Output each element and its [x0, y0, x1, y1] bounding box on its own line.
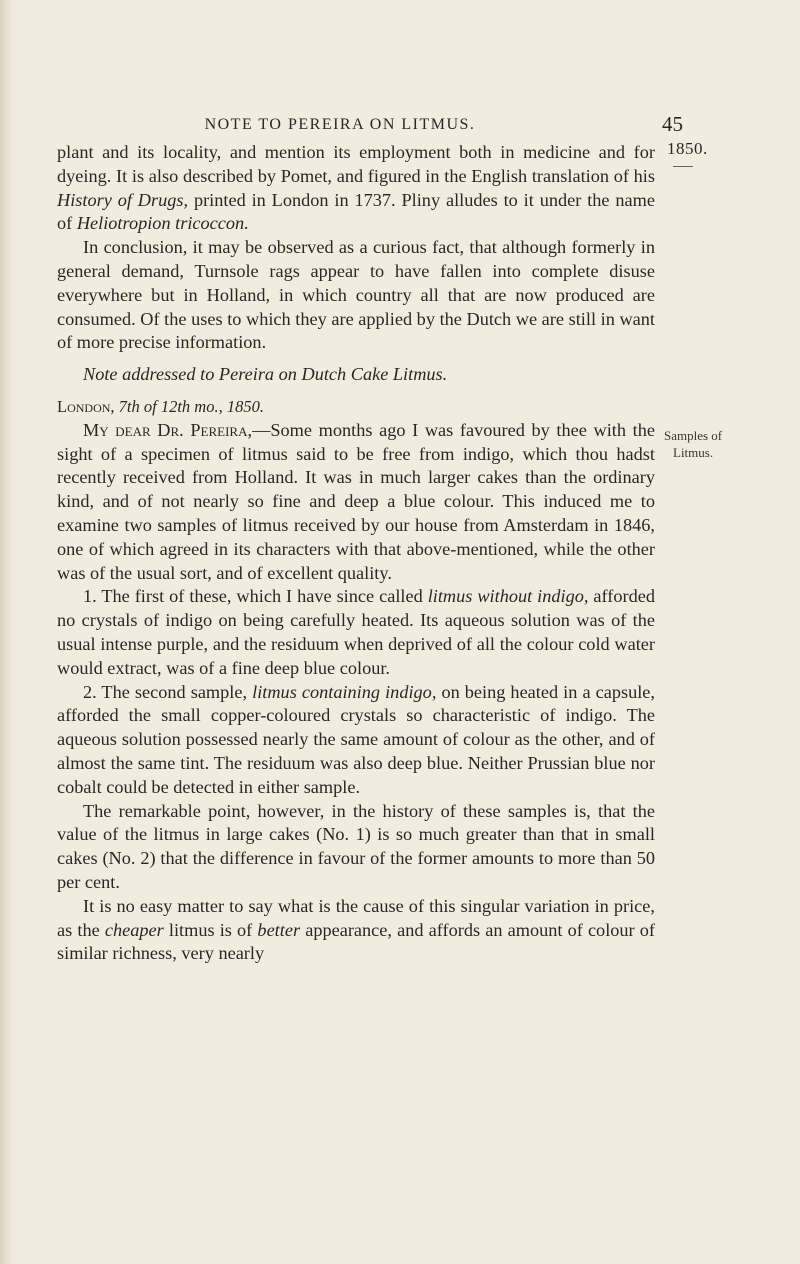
page-number: 45 — [662, 112, 683, 136]
margin-year: 1850. — [667, 139, 708, 158]
page-binding-edge — [0, 0, 14, 1264]
margin-note-samples — [664, 427, 794, 461]
text-run: appearance, and affords an amount of colour of similar richness, very nearly — [57, 919, 656, 964]
text-run: litmus is of — [163, 919, 258, 940]
spacer — [57, 387, 655, 395]
paragraph-2: In conclusion, it may be observed as a curious fact, that although formerly in general demand, Turnsole rags appear to have fallen into complete disuse everywhere but in Holland, in which country all that are now produced are consumed. Of the uses to which they are applied by the Dutch we are still in want of more precise information. — [57, 237, 655, 353]
text-run: printed in London in 1737. Pliny alludes to it under the name of — [57, 189, 655, 234]
main-text — [57, 141, 655, 966]
italic-term: litmus containing indigo, — [252, 681, 437, 702]
text-run: —Some months ago I was favoured by thee with the sight of a specimen of litmus said to be free from indigo, which thou hadst recently received from Holland. It was in much larger cakes than the ordinary kind, and of not nearly so fine and deep a blue colour. This induced me to examine two samples of litmus received by our house from Amsterdam in 1846, one of which agreed in its characters with that above-mentioned, while the other was of the usual sort, and of excellent quality. — [57, 419, 655, 583]
paragraph-7 — [57, 895, 655, 966]
margin-note-line: Samples of — [664, 428, 723, 443]
text-run: 1. The first of these, which I have since called — [83, 586, 428, 607]
paragraph-1 — [57, 141, 655, 236]
running-title: NOTE TO PEREIRA ON LITMUS. — [204, 116, 476, 133]
note-heading: Note addressed to Pereira on Dutch Cake Litmus. — [83, 364, 448, 385]
italic-term: litmus without indigo, — [427, 586, 589, 607]
paragraph-5 — [57, 681, 655, 800]
text-run: It is no easy matter to say what is the cause of this singular variation in price, as the — [57, 895, 655, 940]
paragraph-3 — [57, 419, 655, 586]
salutation: My dear Dr. Pereira, — [83, 419, 253, 440]
italic-name: Heliotropion tricoccon. — [76, 213, 249, 234]
dateline-place: London, — [57, 396, 115, 416]
text-run: on being heated in a capsule, afforded the small copper-coloured crystals so characteristic of indigo. The aqueous solution possessed nearly the same amount of colour as the other, and of almost the same tint. The residuum was also deep blue. Neither Prussian blue nor cobalt could be detected in either sample. — [57, 681, 655, 797]
dateline — [57, 395, 655, 419]
paragraph-6: The remarkable point, however, in the history of these samples is, that the value of the litmus in large cakes (No. 1) is so much greater than that in small cakes (No. 2) that the difference in favour of the former amounts to more than 50 per cent. — [57, 800, 655, 892]
text-run: 2. The second sample, — [83, 681, 253, 702]
margin-note-line: Litmus. — [673, 445, 714, 460]
spacer — [57, 355, 655, 363]
text-run: plant and its locality, and mention its employment both in medicine and for dyeing. It is also described by Pomet, and figured in the English translation of his — [57, 142, 655, 186]
italic-word: better — [257, 919, 301, 940]
italic-word: cheaper — [104, 919, 164, 940]
paragraph-4 — [57, 585, 655, 680]
margin-dash — [673, 166, 693, 167]
italic-title: History of Drugs, — [57, 189, 189, 210]
running-head — [0, 112, 800, 142]
text-run: afforded no crystals of indigo on being carefully heated. Its aqueous solution was of the usual intense purple, and the residuum when deprived of all the colour cold water would extract, was of a fine deep blue colour. — [57, 586, 655, 678]
dateline-date: 7th of 12th mo., 1850. — [118, 396, 264, 416]
